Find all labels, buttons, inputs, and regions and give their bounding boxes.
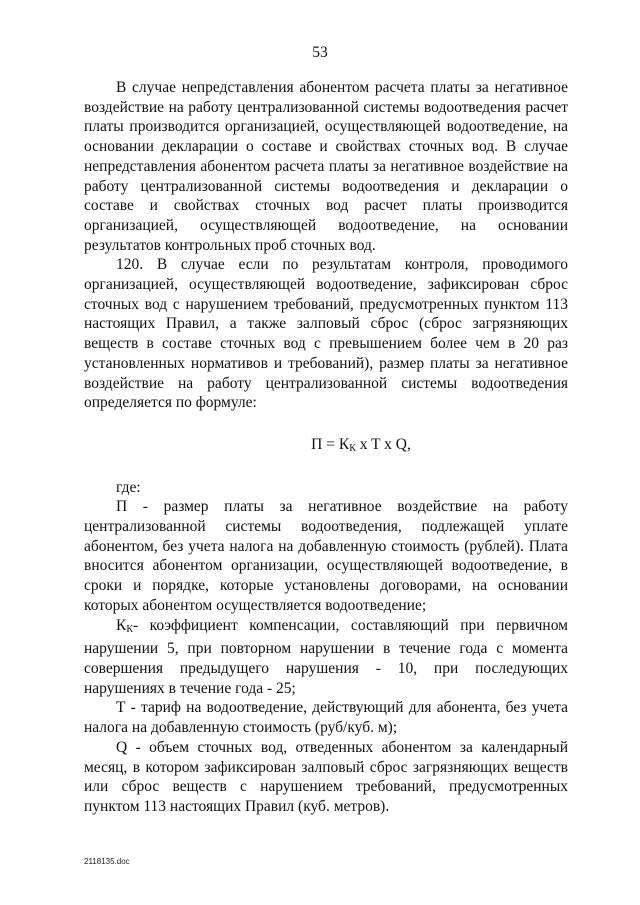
body-text	[84, 78, 568, 817]
kk-text: - коэффициент компенсации, составляющий при первичном нарушении 5, при повторном нарушении в течение года с момента совершения предыдущего нарушения - 10, при последующих нарушениях в течение года - 25;	[84, 616, 568, 697]
definition-p: П - размер платы за негативное воздействие на работу централизованной системы водоотведения, подлежащей уплате абонентом, без учета налога на добавленную стоимость (рублей). Плата вносится абонентом организации, осуществляющей водоотведение, в сроки и порядке, которые установлены договорами, на основании которых абонентом осуществляется водоотведение;	[84, 498, 568, 614]
kk-subscript: К	[126, 623, 134, 635]
paragraph-clause-120: 120. В случае если по результатам контроля, проводимого организацией, осуществляющей водоотведение, зафиксирован сброс сточных вод с нарушением требований, предусмотренных пунктом 113 настоящих Правил, а также залповый сброс (сброс загрязняющих веществ в составе сточных вод с превышением более чем в 20 раз установленных нормативов и требований), размер платы за негативное воздействие на работу централизованной системы водоотведения определяется по формуле:	[84, 256, 568, 412]
footer-filename: 2118135.doc	[84, 857, 130, 866]
formula-prefix: П = К	[311, 435, 350, 453]
formula-subscript: К	[349, 442, 356, 454]
definition-t: Т - тариф на водоотведение, действующий для абонента, без учета налога на добавленную стоимость (руб/куб. м);	[84, 699, 568, 737]
kk-symbol: К	[116, 616, 127, 634]
definition-q: Q - объем сточных вод, отведенных абонентом за календарный месяц, в котором зафиксирован залповый сброс загрязняющих веществ или сброс веществ с нарушением требований, предусмотренных пунктом 113 настоящих Правил (куб. метров).	[84, 738, 568, 815]
definition-kk	[84, 616, 568, 699]
paragraph-nonsubmission: В случае непредставления абонентом расчета платы за негативное воздействие на работу централизованной системы водоотведения расчет платы производится организацией, осуществляющей водоотведение, на основании декларации о составе и свойствах сточных вод. В случае непредставления абонентом расчета платы за негативное воздействие на работу централизованной системы водоотведения и декларации о составе и свойствах сточных вод расчет платы производится организацией, осуществляющей водоотведение, на основании результатов контрольных проб сточных вод.	[84, 79, 568, 254]
fee-formula	[84, 435, 568, 459]
where-label: где:	[116, 478, 141, 496]
formula-suffix: x T x Q,	[355, 435, 411, 453]
page-number: 53	[312, 44, 328, 61]
